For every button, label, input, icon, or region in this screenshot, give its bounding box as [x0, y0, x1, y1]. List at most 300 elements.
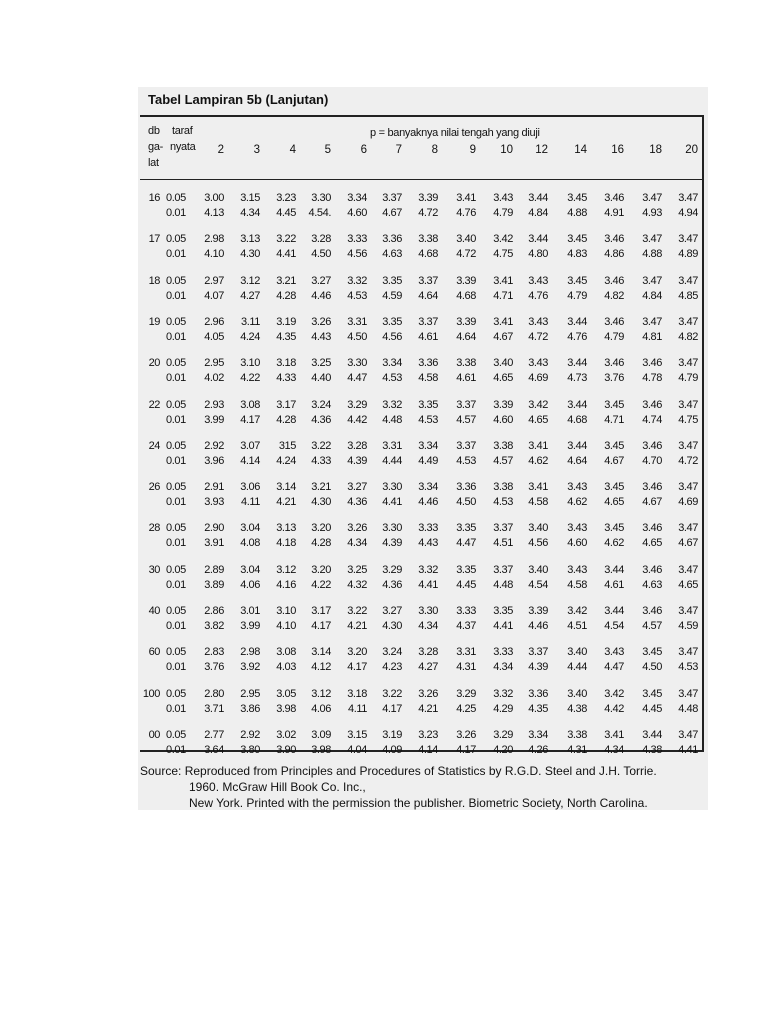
- column-header-p: 5: [324, 144, 331, 156]
- table-cell: 3.46: [642, 398, 662, 411]
- table-cell: 3.04: [240, 522, 260, 535]
- row-alpha-001: 0.01: [166, 743, 186, 756]
- row-alpha-001: 0.01: [166, 702, 186, 715]
- table-cell: 3.90: [276, 743, 296, 756]
- table-cell: 3.40: [528, 522, 548, 535]
- table-cell: 3.76: [204, 661, 224, 674]
- table-cell: 2.97: [204, 274, 224, 287]
- table-cell: 3.33: [347, 233, 367, 246]
- column-header-p: 6: [360, 144, 367, 156]
- table-cell: 3.46: [604, 192, 624, 204]
- table-cell: 4.34: [604, 743, 624, 756]
- table-row: [140, 688, 702, 718]
- table-cell: 3.15: [347, 728, 367, 741]
- table-cell: 3.37: [418, 274, 438, 287]
- table-cell: 4.40: [311, 372, 331, 385]
- header-divider: [140, 179, 702, 180]
- table-cell: 3.28: [311, 233, 331, 246]
- table-cell: 3.40: [567, 646, 587, 659]
- table-cell: 3.80: [240, 743, 260, 756]
- table-cell: 3.38: [418, 233, 438, 246]
- table-cell: 4.65: [493, 372, 513, 385]
- header-p-label: p = banyaknya nilai tengah yang diuji: [370, 127, 540, 139]
- table-cell: 3.34: [528, 728, 548, 741]
- table-cell: 3.38: [493, 439, 513, 452]
- table-cell: 4.57: [642, 620, 662, 632]
- table-cell: 3.28: [418, 646, 438, 659]
- table-cell: 3.08: [276, 646, 296, 659]
- row-db-value: 19: [148, 315, 160, 328]
- table-cell: 3.41: [493, 315, 513, 328]
- table-cell: 4.64: [418, 289, 438, 302]
- table-cell: 4.65: [642, 537, 662, 550]
- table-cell: 4.46: [311, 289, 331, 302]
- table-cell: 3.92: [240, 661, 260, 674]
- table-cell: 3.37: [493, 522, 513, 535]
- table-cell: 4.84: [642, 289, 662, 302]
- table-cell: 3.46: [604, 274, 624, 287]
- table-cell: 3.14: [311, 646, 331, 659]
- table-cell: 4.48: [493, 578, 513, 591]
- table-cell: 4.25: [456, 702, 476, 715]
- header-ga: ga-: [148, 141, 163, 153]
- table-cell: 4.29: [493, 702, 513, 715]
- table-cell: 4.73: [567, 372, 587, 385]
- table-cell: 3.01: [240, 605, 260, 617]
- table-cell: 3.99: [240, 620, 260, 632]
- table-cell: 3.37: [528, 646, 548, 659]
- table-cell: 4.57: [493, 454, 513, 467]
- table-cell: 4.53: [493, 496, 513, 509]
- table-cell: 4.34: [418, 620, 438, 632]
- table-cell: 3.05: [276, 687, 296, 700]
- table-cell: 3.26: [347, 522, 367, 535]
- table-cell: 3.47: [642, 274, 662, 287]
- row-alpha-001: 0.01: [166, 661, 186, 674]
- table-cell: 4.08: [240, 537, 260, 550]
- table-cell: 4.35: [276, 330, 296, 343]
- table-cell: 2.96: [204, 315, 224, 328]
- table-cell: 3.43: [528, 315, 548, 328]
- table-cell: 3.07: [240, 439, 260, 452]
- table-cell: 3.20: [311, 563, 331, 576]
- table-cell: 4.64: [456, 330, 476, 343]
- row-db-value: 00: [148, 728, 160, 741]
- table-cell: 4.44: [567, 661, 587, 674]
- table-row: [140, 192, 702, 222]
- table-cell: 3.45: [567, 233, 587, 246]
- table-cell: 4.84: [528, 207, 548, 219]
- table-cell: 4.28: [311, 537, 331, 550]
- table-cell: 3.36: [456, 481, 476, 494]
- row-alpha-001: 0.01: [166, 207, 186, 219]
- row-db-value: 20: [148, 357, 160, 370]
- table-cell: 3.37: [418, 315, 438, 328]
- table-cell: 3.35: [418, 398, 438, 411]
- table-cell: 4.71: [493, 289, 513, 302]
- table-cell: 4.34: [240, 207, 260, 219]
- column-header-p: 10: [500, 144, 513, 156]
- table-cell: 4.72: [418, 207, 438, 219]
- row-db-value: 28: [148, 522, 160, 535]
- table-cell: 4.32: [347, 578, 367, 591]
- table-cell: 3.34: [418, 481, 438, 494]
- table-cell: 4.46: [528, 620, 548, 632]
- table-cell: 4.22: [311, 578, 331, 591]
- table-cell: 3.47: [642, 233, 662, 246]
- table-row: [140, 399, 702, 429]
- table-cell: 4.64: [567, 454, 587, 467]
- table-cell: 3.33: [456, 605, 476, 617]
- table-cell: 4.10: [276, 620, 296, 632]
- table-cell: 3.02: [276, 728, 296, 741]
- table-cell: 3.30: [347, 357, 367, 370]
- table-cell: 3.47: [678, 192, 698, 204]
- table-cell: 3.37: [456, 398, 476, 411]
- row-db-value: 17: [148, 233, 160, 246]
- table-cell: 4.45: [642, 702, 662, 715]
- table-cell: 4.24: [240, 330, 260, 343]
- table-cell: 3.39: [528, 605, 548, 617]
- table-cell: 4.44: [382, 454, 402, 467]
- table-cell: 4.53: [418, 413, 438, 426]
- table-cell: 3.43: [528, 357, 548, 370]
- table-cell: 4.36: [347, 496, 367, 509]
- table-cell: 4.54.: [308, 207, 331, 219]
- table-cell: 4.91: [604, 207, 624, 219]
- table-cell: 3.25: [347, 563, 367, 576]
- table-cell: 3.36: [382, 233, 402, 246]
- table-cell: 3.24: [311, 398, 331, 411]
- table-cell: 4.59: [678, 620, 698, 632]
- table-row: [140, 646, 702, 676]
- table-cell: 3.98: [311, 743, 331, 756]
- table-row: [140, 729, 702, 759]
- table-cell: 4.68: [418, 248, 438, 261]
- table-cell: 3.42: [493, 233, 513, 246]
- table-cell: 3.30: [311, 192, 331, 204]
- table-cell: 3.47: [678, 233, 698, 246]
- table-cell: 4.61: [418, 330, 438, 343]
- table-cell: 3.23: [418, 728, 438, 741]
- table-cell: 4.22: [240, 372, 260, 385]
- table-cell: 4.36: [382, 578, 402, 591]
- table-cell: 4.14: [240, 454, 260, 467]
- table-cell: 4.03: [276, 661, 296, 674]
- table-cell: 3.35: [382, 315, 402, 328]
- table-cell: 4.63: [382, 248, 402, 261]
- table-cell: 3.18: [276, 357, 296, 370]
- table-cell: 3.37: [493, 563, 513, 576]
- table-cell: 3.47: [642, 315, 662, 328]
- table-cell: 3.29: [347, 398, 367, 411]
- table-cell: 4.63: [642, 578, 662, 591]
- table-cell: 2.93: [204, 398, 224, 411]
- table-cell: 4.41: [678, 743, 698, 756]
- table-cell: 4.21: [347, 620, 367, 632]
- table-cell: 3.33: [418, 522, 438, 535]
- table-cell: 4.53: [347, 289, 367, 302]
- table-cell: 4.12: [311, 661, 331, 674]
- table-cell: 315: [278, 439, 296, 452]
- table-cell: 4.51: [567, 620, 587, 632]
- table-cell: 4.67: [382, 207, 402, 219]
- table-cell: 3.35: [382, 274, 402, 287]
- table-cell: 4.43: [311, 330, 331, 343]
- table-cell: 3.46: [604, 357, 624, 370]
- table-cell: 3.46: [642, 357, 662, 370]
- table-cell: 4.88: [567, 207, 587, 219]
- table-row: [140, 522, 702, 552]
- table-cell: 2.83: [204, 646, 224, 659]
- table-cell: 3.47: [678, 522, 698, 535]
- table-cell: 4.16: [276, 578, 296, 591]
- table-cell: 4.79: [678, 372, 698, 385]
- table-cell: 3.11: [241, 315, 260, 328]
- table-cell: 3.30: [382, 481, 402, 494]
- table-cell: 4.05: [204, 330, 224, 343]
- table-cell: 4.60: [567, 537, 587, 550]
- table-cell: 4.71: [604, 413, 624, 426]
- table-cell: 4.76: [528, 289, 548, 302]
- table-cell: 2.92: [240, 728, 260, 741]
- row-alpha-005: 0.05: [166, 605, 186, 617]
- table-cell: 4.41: [382, 496, 402, 509]
- table-cell: 4.42: [604, 702, 624, 715]
- table-cell: 3.30: [382, 522, 402, 535]
- table-cell: 4.56: [347, 248, 367, 261]
- row-db-value: 26: [148, 481, 160, 494]
- table-cell: 3.44: [642, 728, 662, 741]
- header-db: db: [148, 125, 160, 137]
- column-header-p: 14: [574, 144, 587, 156]
- table-cell: 3.98: [276, 702, 296, 715]
- table-cell: 4.20: [493, 743, 513, 756]
- table-cell: 4.72: [528, 330, 548, 343]
- table-cell: 3.44: [567, 439, 587, 452]
- table-cell: 4.62: [604, 537, 624, 550]
- row-db-value: 30: [148, 563, 160, 576]
- row-alpha-005: 0.05: [166, 274, 186, 287]
- table-cell: 4.18: [276, 537, 296, 550]
- table-cell: 4.60: [493, 413, 513, 426]
- column-header-p: 20: [685, 144, 698, 156]
- source-note: [140, 763, 706, 811]
- table-cell: 2.95: [204, 357, 224, 370]
- table-cell: 3.26: [456, 728, 476, 741]
- table-cell: 4.39: [528, 661, 548, 674]
- table-cell: 3.46: [642, 522, 662, 535]
- table-row: [140, 564, 702, 594]
- table-cell: 4.47: [347, 372, 367, 385]
- table-cell: 4.61: [604, 578, 624, 591]
- table-cell: 4.59: [382, 289, 402, 302]
- table-cell: 4.14: [418, 743, 438, 756]
- table-cell: 4.68: [567, 413, 587, 426]
- table-cell: 3.36: [418, 357, 438, 370]
- column-header-p: 18: [649, 144, 662, 156]
- table-cell: 3.28: [347, 439, 367, 452]
- table-cell: 2.86: [204, 605, 224, 617]
- header-lat: lat: [148, 157, 159, 169]
- table-cell: 4.07: [204, 289, 224, 302]
- table-cell: 3.86: [240, 702, 260, 715]
- table-cell: 4.27: [240, 289, 260, 302]
- table-cell: 4.50: [347, 330, 367, 343]
- table-cell: 4.04: [347, 743, 367, 756]
- table-cell: 4.50: [642, 661, 662, 674]
- table-cell: 3.29: [382, 563, 402, 576]
- table-cell: 3.47: [678, 605, 698, 617]
- table-cell: 3.39: [493, 398, 513, 411]
- row-db-value: 24: [148, 439, 160, 452]
- table-cell: 3.38: [456, 357, 476, 370]
- column-header-p: 4: [289, 144, 296, 156]
- table-cell: 4.86: [604, 248, 624, 261]
- table-cell: 3.27: [311, 274, 331, 287]
- table-cell: 4.11: [348, 702, 367, 715]
- table-cell: 3.89: [204, 578, 224, 591]
- table-row: [140, 275, 702, 305]
- table-cell: 4.54: [528, 578, 548, 591]
- table-cell: 4.21: [418, 702, 438, 715]
- table-cell: 4.41: [418, 578, 438, 591]
- row-alpha-001: 0.01: [166, 413, 186, 426]
- table-cell: 2.91: [204, 481, 224, 494]
- column-header-p: 9: [469, 144, 476, 156]
- table-cell: 3.32: [418, 563, 438, 576]
- table-cell: 4.58: [418, 372, 438, 385]
- table-cell: 3.37: [382, 192, 402, 204]
- table-cell: 4.45: [456, 578, 476, 591]
- table-cell: 4.47: [456, 537, 476, 550]
- table-cell: 3.45: [604, 398, 624, 411]
- table-cell: 3.26: [311, 315, 331, 328]
- table-cell: 3.34: [418, 439, 438, 452]
- table-cell: 4.67: [642, 496, 662, 509]
- row-alpha-005: 0.05: [166, 233, 186, 246]
- table-cell: 4.81: [642, 330, 662, 343]
- table-cell: 4.83: [567, 248, 587, 261]
- table-cell: 3.47: [678, 439, 698, 452]
- table-cell: 4.46: [418, 496, 438, 509]
- table-cell: 3.99: [204, 413, 224, 426]
- table-cell: 3.40: [493, 357, 513, 370]
- table-cell: 3.40: [456, 233, 476, 246]
- table-cell: 4.80: [528, 248, 548, 261]
- table-cell: 4.56: [382, 330, 402, 343]
- table-cell: 3.39: [418, 192, 438, 204]
- table-row: [140, 233, 702, 263]
- table-cell: 3.46: [642, 563, 662, 576]
- table-cell: 3.23: [276, 192, 296, 204]
- table-row: [140, 357, 702, 387]
- table-cell: 3.41: [456, 192, 476, 204]
- table-cell: 4.17: [311, 620, 331, 632]
- table-cell: 3.47: [678, 274, 698, 287]
- table-cell: 3.44: [528, 192, 548, 204]
- table-cell: 3.43: [567, 481, 587, 494]
- table-cell: 4.75: [493, 248, 513, 261]
- table-cell: 3.46: [642, 439, 662, 452]
- row-alpha-005: 0.05: [166, 522, 186, 535]
- table-cell: 3.06: [240, 481, 260, 494]
- table-cell: 4.82: [678, 330, 698, 343]
- table-cell: 3.46: [642, 605, 662, 617]
- table-cell: 4.53: [678, 661, 698, 674]
- table-cell: 3.43: [567, 522, 587, 535]
- table-cell: 3.10: [276, 605, 296, 617]
- table-cell: 3.46: [642, 481, 662, 494]
- table-cell: 2.98: [240, 646, 260, 659]
- table-cell: 4.41: [493, 620, 513, 632]
- table-cell: 3.34: [382, 357, 402, 370]
- table-cell: 3.29: [456, 687, 476, 700]
- row-alpha-005: 0.05: [166, 646, 186, 659]
- table-cell: 4.36: [311, 413, 331, 426]
- table-cell: 4.10: [204, 248, 224, 261]
- table-cell: 3.19: [382, 728, 402, 741]
- table-cell: 4.53: [456, 454, 476, 467]
- table-cell: 3.91: [204, 537, 224, 550]
- table-cell: 4.88: [642, 248, 662, 261]
- range-table: [140, 115, 704, 756]
- table-cell: 3.46: [604, 315, 624, 328]
- table-cell: 3.09: [311, 728, 331, 741]
- table-cell: 4.37: [456, 620, 476, 632]
- table-cell: 4.48: [678, 702, 698, 715]
- column-header-p: 8: [431, 144, 438, 156]
- row-alpha-001: 0.01: [166, 330, 186, 343]
- table-cell: 4.30: [240, 248, 260, 261]
- row-db-value: 40: [148, 605, 160, 617]
- table-cell: 4.27: [418, 661, 438, 674]
- table-cell: 3.35: [456, 522, 476, 535]
- row-alpha-001: 0.01: [166, 289, 186, 302]
- table-cell: 4.41: [276, 248, 296, 261]
- row-alpha-005: 0.05: [166, 357, 186, 370]
- row-alpha-005: 0.05: [166, 728, 186, 741]
- table-cell: 3.35: [493, 605, 513, 617]
- table-cell: 3.44: [567, 315, 587, 328]
- table-cell: 3.44: [567, 398, 587, 411]
- table-cell: 3.33: [493, 646, 513, 659]
- table-cell: 4.17: [382, 702, 402, 715]
- table-cell: 3.47: [678, 481, 698, 494]
- table-cell: 4.38: [642, 743, 662, 756]
- table-cell: 3.32: [382, 398, 402, 411]
- table-cell: 3.12: [240, 274, 260, 287]
- table-cell: 3.17: [276, 398, 296, 411]
- table-cell: 3.43: [604, 646, 624, 659]
- table-cell: 3.45: [567, 192, 587, 204]
- table-cell: 4.69: [678, 496, 698, 509]
- table-cell: 4.48: [382, 413, 402, 426]
- source-line-3: New York. Printed with the permission the publisher. Biometric Society, North Carolina.: [189, 796, 648, 810]
- table-cell: 4.76: [456, 207, 476, 219]
- table-cell: 4.89: [678, 248, 698, 261]
- table-cell: 2.90: [204, 522, 224, 535]
- table-cell: 3.32: [493, 687, 513, 700]
- table-cell: 3.00: [204, 192, 224, 204]
- table-cell: 4.50: [456, 496, 476, 509]
- table-row: [140, 605, 702, 635]
- table-cell: 3.45: [604, 439, 624, 452]
- row-alpha-005: 0.05: [166, 687, 186, 700]
- table-cell: 3.45: [642, 687, 662, 700]
- table-cell: 4.28: [276, 289, 296, 302]
- row-alpha-005: 0.05: [166, 563, 186, 576]
